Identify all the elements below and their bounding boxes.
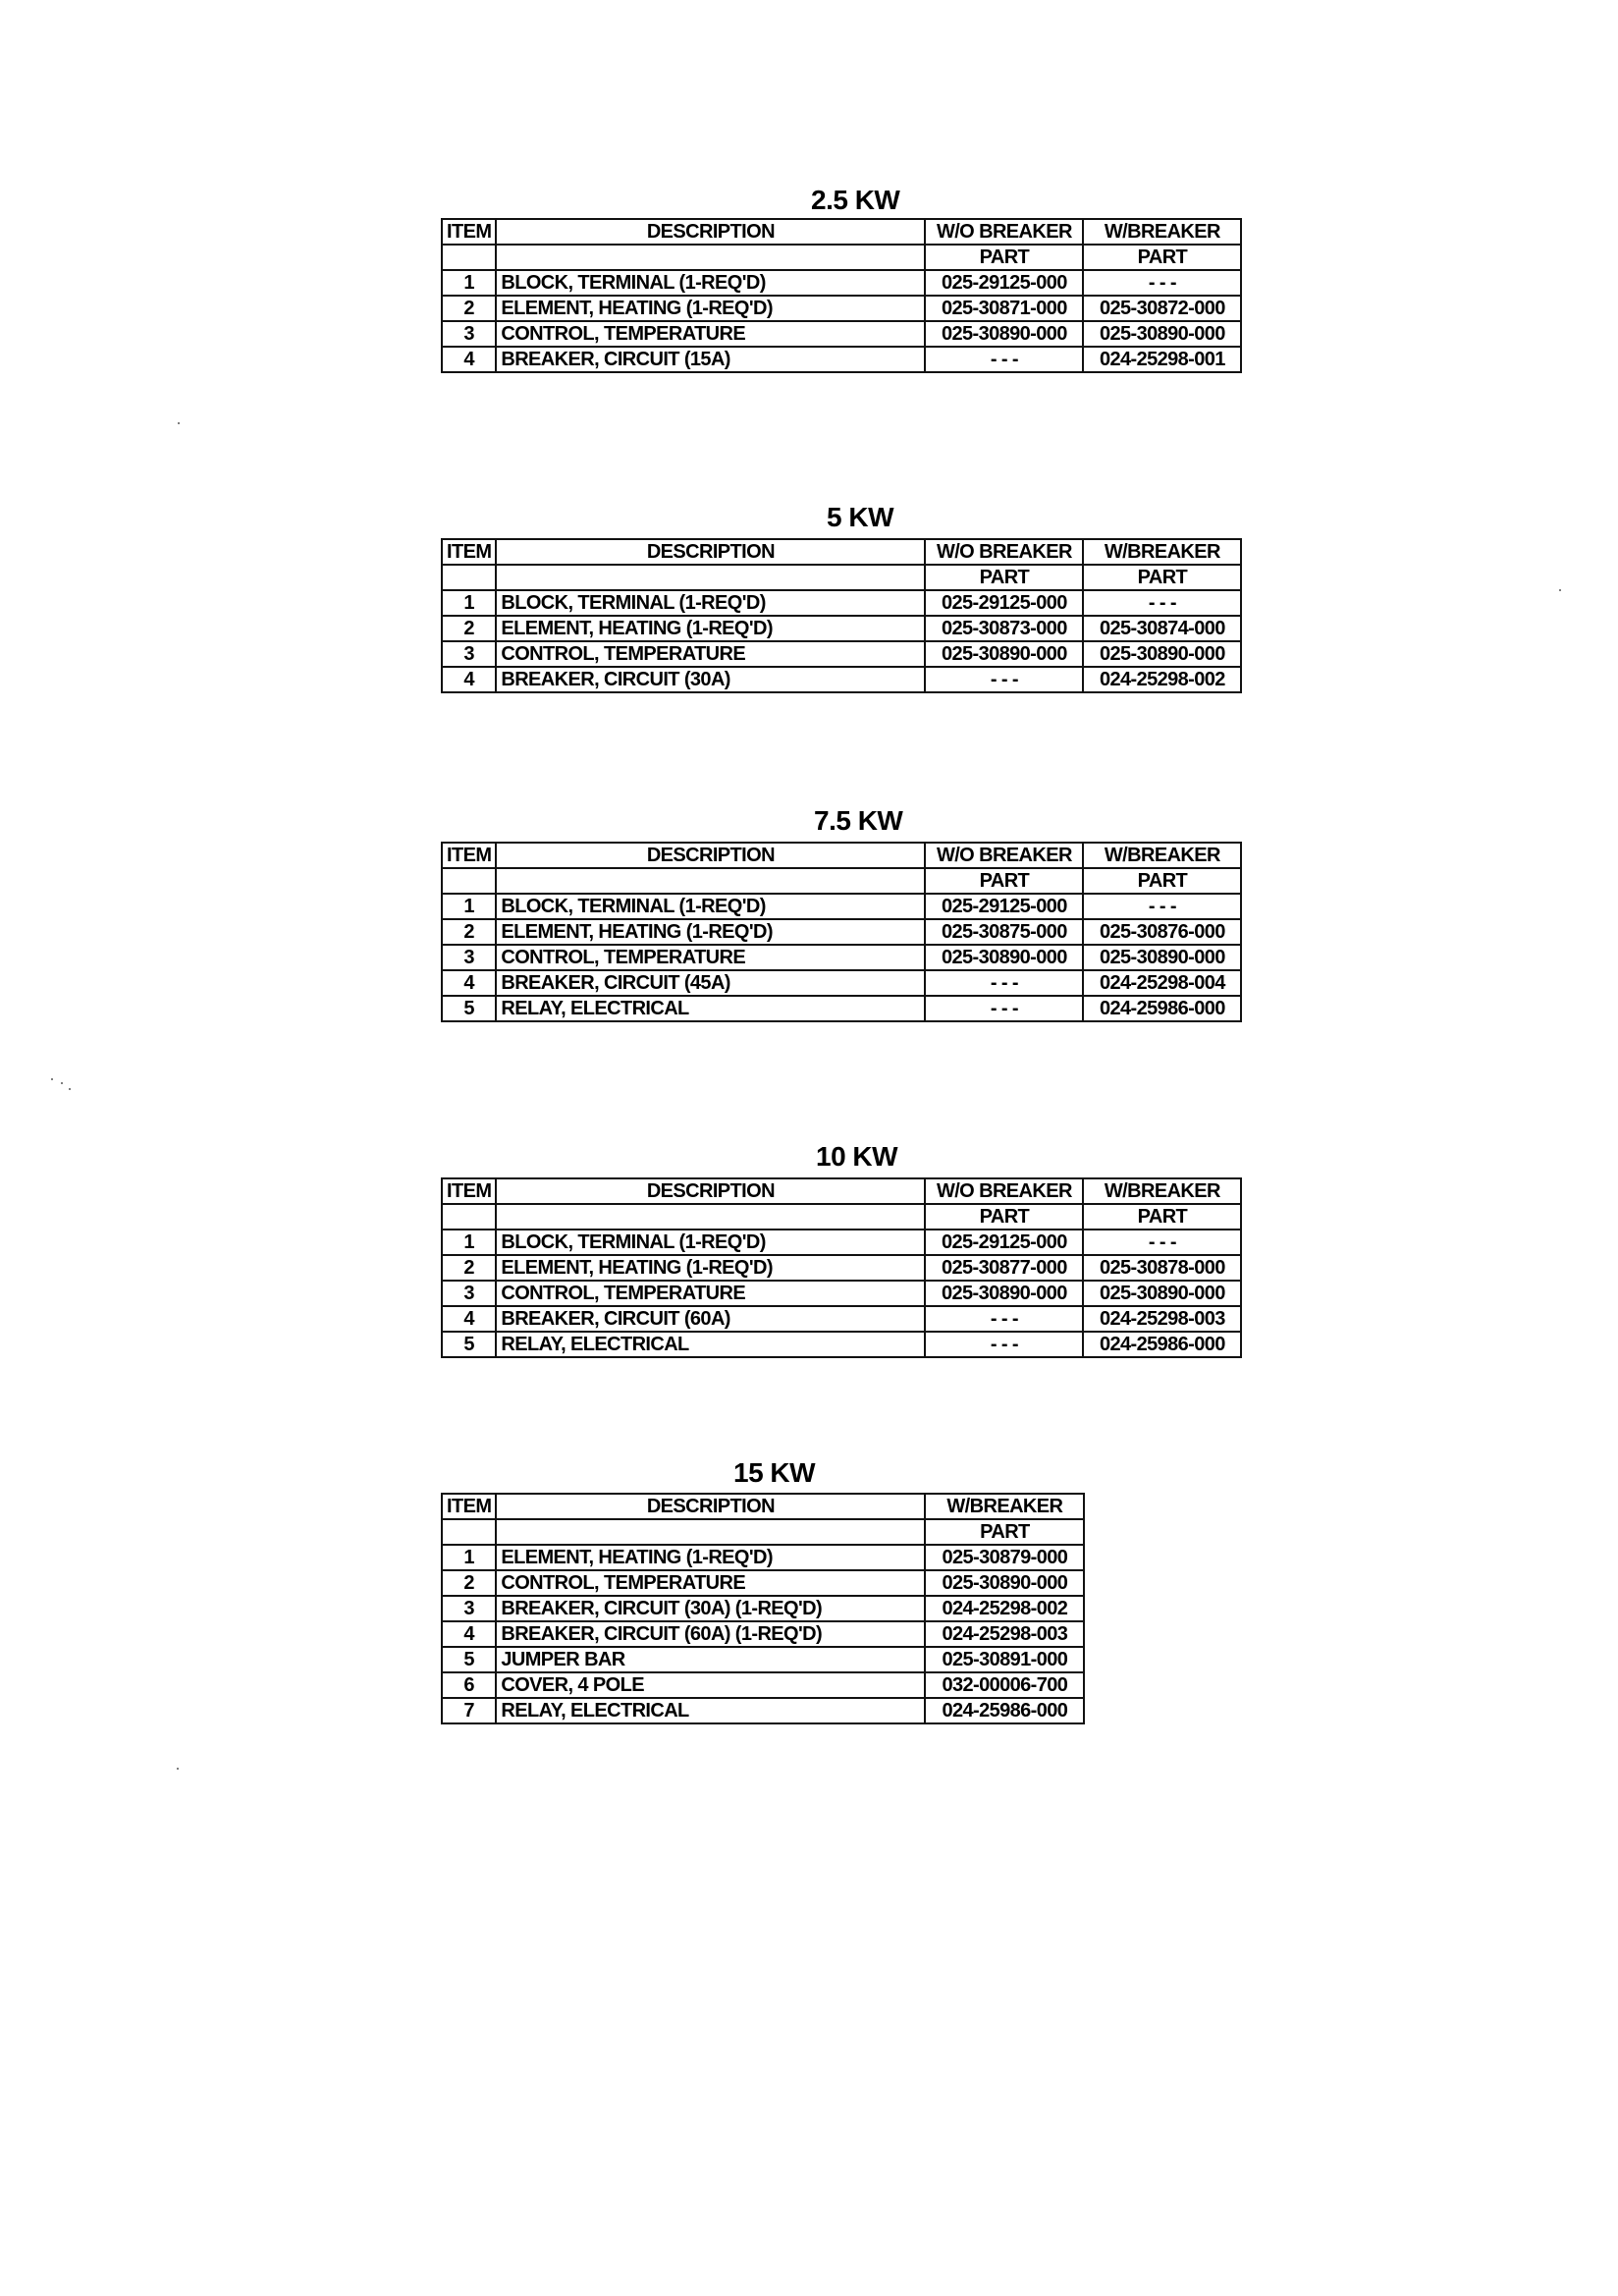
header-item: ITEM [442, 1178, 496, 1204]
subheader-cell [442, 1519, 496, 1545]
part-with-breaker: 025-30890-000 [1083, 641, 1241, 667]
part-with-breaker: 025-30872-000 [1083, 296, 1241, 321]
parts-table [441, 1177, 1242, 1358]
item-number: 4 [442, 347, 496, 372]
table-row [442, 667, 1241, 692]
header-description: DESCRIPTION [496, 1178, 925, 1204]
part-without-breaker: 025-30890-000 [925, 1281, 1083, 1306]
item-number: 1 [442, 894, 496, 919]
item-number: 5 [442, 996, 496, 1021]
table-row [442, 1306, 1241, 1332]
table-subheader-row [442, 245, 1241, 270]
subheader-cell: PART [925, 1204, 1083, 1230]
item-number: 4 [442, 970, 496, 996]
table-row [442, 1672, 1084, 1698]
table-row [442, 1281, 1241, 1306]
part-with-breaker: 025-30879-000 [925, 1545, 1084, 1570]
header-description: DESCRIPTION [496, 539, 925, 565]
table-row [442, 1698, 1084, 1723]
item-description: CONTROL, TEMPERATURE [496, 321, 925, 347]
item-description: ELEMENT, HEATING (1-REQ'D) [496, 616, 925, 641]
part-without-breaker: 025-29125-000 [925, 1230, 1083, 1255]
item-number: 4 [442, 1621, 496, 1647]
part-with-breaker: 025-30876-000 [1083, 919, 1241, 945]
item-description: ELEMENT, HEATING (1-REQ'D) [496, 296, 925, 321]
scan-speck [177, 1768, 179, 1770]
item-description: ELEMENT, HEATING (1-REQ'D) [496, 919, 925, 945]
scan-speck [178, 422, 180, 424]
section-title: 10 KW [816, 1141, 898, 1172]
header-description: DESCRIPTION [496, 843, 925, 868]
item-number: 4 [442, 1306, 496, 1332]
part-without-breaker: 025-29125-000 [925, 894, 1083, 919]
part-with-breaker: 032-00006-700 [925, 1672, 1084, 1698]
part-without-breaker: 025-30871-000 [925, 296, 1083, 321]
subheader-cell [496, 868, 925, 894]
item-number: 3 [442, 945, 496, 970]
table-row [442, 1255, 1241, 1281]
item-description: CONTROL, TEMPERATURE [496, 1570, 925, 1596]
item-number: 2 [442, 296, 496, 321]
part-without-breaker: - - - [925, 1306, 1083, 1332]
item-description: JUMPER BAR [496, 1647, 925, 1672]
table-header-row [442, 539, 1241, 565]
header-without-breaker: W/O BREAKER [925, 219, 1083, 245]
item-number: 3 [442, 1281, 496, 1306]
scan-speck [69, 1088, 71, 1090]
part-without-breaker: 025-29125-000 [925, 270, 1083, 296]
item-number: 2 [442, 616, 496, 641]
part-with-breaker: 024-25298-004 [1083, 970, 1241, 996]
table-row [442, 970, 1241, 996]
subheader-cell [496, 245, 925, 270]
header-item: ITEM [442, 843, 496, 868]
table-row [442, 996, 1241, 1021]
item-number: 2 [442, 1255, 496, 1281]
part-with-breaker: 024-25986-000 [925, 1698, 1084, 1723]
part-with-breaker: 025-30890-000 [1083, 1281, 1241, 1306]
item-description: BLOCK, TERMINAL (1-REQ'D) [496, 894, 925, 919]
item-number: 5 [442, 1647, 496, 1672]
table-row [442, 1647, 1084, 1672]
header-with-breaker: W/BREAKER [925, 1494, 1084, 1519]
part-without-breaker: 025-30875-000 [925, 919, 1083, 945]
table-header-row [442, 219, 1241, 245]
header-with-breaker: W/BREAKER [1083, 539, 1241, 565]
table-row [442, 945, 1241, 970]
header-without-breaker: W/O BREAKER [925, 539, 1083, 565]
item-description: BREAKER, CIRCUIT (60A) (1-REQ'D) [496, 1621, 925, 1647]
item-description: ELEMENT, HEATING (1-REQ'D) [496, 1255, 925, 1281]
part-with-breaker: 024-25298-002 [925, 1596, 1084, 1621]
header-with-breaker: W/BREAKER [1083, 219, 1241, 245]
section-title: 2.5 KW [811, 185, 900, 215]
item-description: BREAKER, CIRCUIT (30A) [496, 667, 925, 692]
parts-table [441, 842, 1242, 1022]
part-with-breaker: 025-30890-000 [1083, 321, 1241, 347]
section-title: 7.5 KW [814, 805, 903, 836]
part-without-breaker: - - - [925, 1332, 1083, 1357]
part-without-breaker: - - - [925, 347, 1083, 372]
table-row [442, 1596, 1084, 1621]
item-description: BREAKER, CIRCUIT (60A) [496, 1306, 925, 1332]
table-row [442, 590, 1241, 616]
table-row [442, 347, 1241, 372]
table-header-row [442, 1178, 1241, 1204]
item-description: COVER, 4 POLE [496, 1672, 925, 1698]
item-description: BLOCK, TERMINAL (1-REQ'D) [496, 1230, 925, 1255]
subheader-cell: PART [1083, 868, 1241, 894]
part-without-breaker: 025-30873-000 [925, 616, 1083, 641]
part-without-breaker: - - - [925, 667, 1083, 692]
scan-speck [1559, 589, 1561, 591]
item-number: 3 [442, 1596, 496, 1621]
scan-speck [61, 1082, 63, 1084]
part-without-breaker: - - - [925, 970, 1083, 996]
item-number: 1 [442, 590, 496, 616]
item-description: ELEMENT, HEATING (1-REQ'D) [496, 1545, 925, 1570]
part-without-breaker: 025-30890-000 [925, 945, 1083, 970]
item-description: BREAKER, CIRCUIT (30A) (1-REQ'D) [496, 1596, 925, 1621]
part-with-breaker: - - - [1083, 590, 1241, 616]
parts-table [441, 1493, 1085, 1724]
table-row [442, 1545, 1084, 1570]
item-description: RELAY, ELECTRICAL [496, 996, 925, 1021]
item-number: 2 [442, 919, 496, 945]
scan-speck [51, 1078, 53, 1080]
section-title: 5 KW [827, 502, 893, 532]
subheader-cell [442, 1204, 496, 1230]
table-subheader-row [442, 1204, 1241, 1230]
item-number: 3 [442, 641, 496, 667]
item-number: 1 [442, 1230, 496, 1255]
part-with-breaker: 024-25986-000 [1083, 996, 1241, 1021]
subheader-cell [496, 565, 925, 590]
table-row [442, 641, 1241, 667]
item-number: 2 [442, 1570, 496, 1596]
table-row [442, 1570, 1084, 1596]
item-number: 1 [442, 270, 496, 296]
parts-table [441, 538, 1242, 693]
table-row [442, 894, 1241, 919]
part-with-breaker: 025-30890-000 [1083, 945, 1241, 970]
part-without-breaker: 025-30890-000 [925, 321, 1083, 347]
subheader-cell [442, 868, 496, 894]
part-with-breaker: - - - [1083, 894, 1241, 919]
item-description: BREAKER, CIRCUIT (45A) [496, 970, 925, 996]
parts-table [441, 218, 1242, 373]
table-row [442, 270, 1241, 296]
table-row [442, 919, 1241, 945]
subheader-cell: PART [1083, 565, 1241, 590]
subheader-cell: PART [925, 245, 1083, 270]
item-description: CONTROL, TEMPERATURE [496, 945, 925, 970]
item-number: 3 [442, 321, 496, 347]
item-description: RELAY, ELECTRICAL [496, 1698, 925, 1723]
header-item: ITEM [442, 539, 496, 565]
subheader-cell: PART [925, 1519, 1084, 1545]
subheader-cell: PART [1083, 1204, 1241, 1230]
subheader-cell [442, 245, 496, 270]
table-row [442, 321, 1241, 347]
part-with-breaker: 024-25986-000 [1083, 1332, 1241, 1357]
part-without-breaker: 025-30877-000 [925, 1255, 1083, 1281]
part-with-breaker: 024-25298-002 [1083, 667, 1241, 692]
part-with-breaker: 024-25298-003 [925, 1621, 1084, 1647]
subheader-cell: PART [925, 565, 1083, 590]
part-with-breaker: 024-25298-003 [1083, 1306, 1241, 1332]
item-description: BLOCK, TERMINAL (1-REQ'D) [496, 270, 925, 296]
header-without-breaker: W/O BREAKER [925, 843, 1083, 868]
subheader-cell: PART [925, 868, 1083, 894]
header-description: DESCRIPTION [496, 219, 925, 245]
part-with-breaker: 025-30890-000 [925, 1570, 1084, 1596]
part-with-breaker: 025-30891-000 [925, 1647, 1084, 1672]
table-row [442, 296, 1241, 321]
table-row [442, 616, 1241, 641]
item-description: BREAKER, CIRCUIT (15A) [496, 347, 925, 372]
part-with-breaker: - - - [1083, 1230, 1241, 1255]
section-title: 15 KW [733, 1457, 816, 1488]
header-item: ITEM [442, 1494, 496, 1519]
item-description: RELAY, ELECTRICAL [496, 1332, 925, 1357]
subheader-cell [496, 1204, 925, 1230]
item-number: 4 [442, 667, 496, 692]
table-subheader-row [442, 565, 1241, 590]
item-description: BLOCK, TERMINAL (1-REQ'D) [496, 590, 925, 616]
header-with-breaker: W/BREAKER [1083, 1178, 1241, 1204]
table-row [442, 1332, 1241, 1357]
item-number: 5 [442, 1332, 496, 1357]
header-item: ITEM [442, 219, 496, 245]
part-with-breaker: 025-30874-000 [1083, 616, 1241, 641]
table-row [442, 1230, 1241, 1255]
item-number: 6 [442, 1672, 496, 1698]
part-without-breaker: - - - [925, 996, 1083, 1021]
header-with-breaker: W/BREAKER [1083, 843, 1241, 868]
part-with-breaker: 025-30878-000 [1083, 1255, 1241, 1281]
subheader-cell: PART [1083, 245, 1241, 270]
item-description: CONTROL, TEMPERATURE [496, 1281, 925, 1306]
subheader-cell [496, 1519, 925, 1545]
item-description: CONTROL, TEMPERATURE [496, 641, 925, 667]
subheader-cell [442, 565, 496, 590]
table-header-row [442, 843, 1241, 868]
item-number: 7 [442, 1698, 496, 1723]
header-without-breaker: W/O BREAKER [925, 1178, 1083, 1204]
table-header-row [442, 1494, 1084, 1519]
table-row [442, 1621, 1084, 1647]
part-with-breaker: - - - [1083, 270, 1241, 296]
part-without-breaker: 025-30890-000 [925, 641, 1083, 667]
part-without-breaker: 025-29125-000 [925, 590, 1083, 616]
part-with-breaker: 024-25298-001 [1083, 347, 1241, 372]
header-description: DESCRIPTION [496, 1494, 925, 1519]
table-subheader-row [442, 1519, 1084, 1545]
table-subheader-row [442, 868, 1241, 894]
item-number: 1 [442, 1545, 496, 1570]
